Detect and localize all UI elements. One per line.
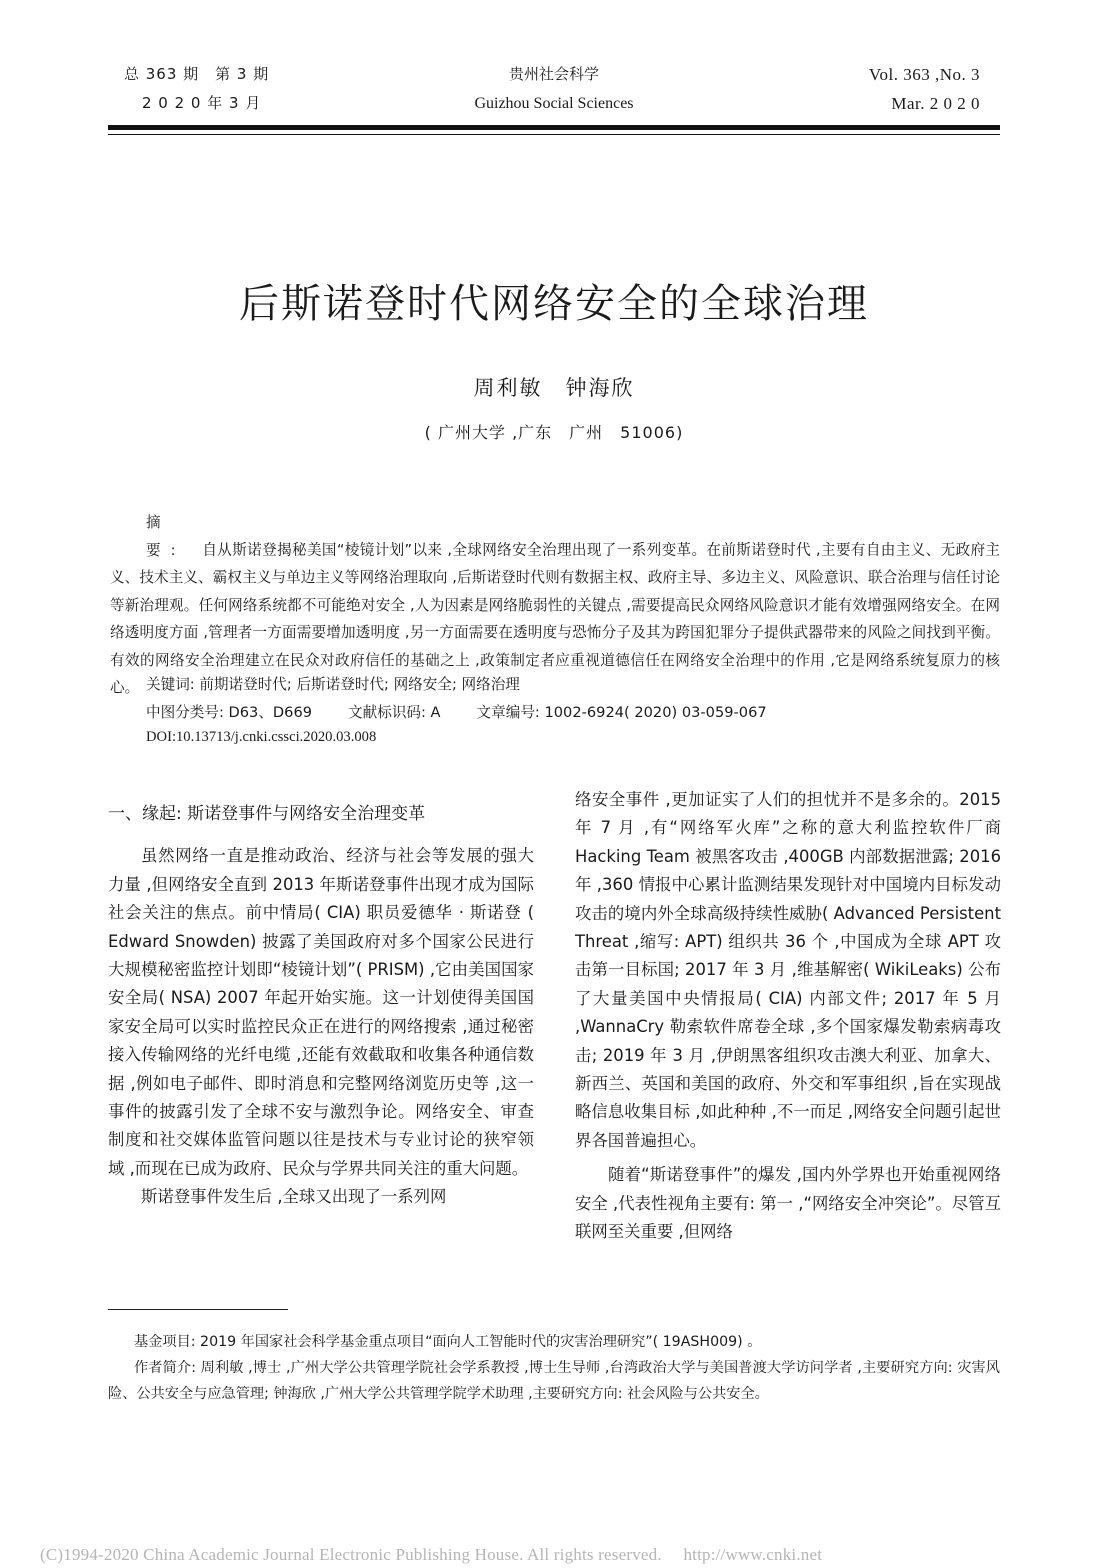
classification-line	[146, 699, 767, 726]
journal-name-cn: 贵州社会科学	[508, 65, 599, 83]
body-paragraph: 虽然网络一直是推动政治、经济与社会等发展的强大力量 ,但网络安全直到 2013 年斯诺登事件出现才成为国际社会关注的焦点。前中情局( CIA) 职员爱德华 · 斯诺登 ( Edward Snowden) 披露了美国政府对多个国家公民进行大规模秘密监控计划即“棱镜计划”( PRISM) ,它由美国国家安全局( NSA) 2007 年起开始实施。这一计划使得美国国家安全局可以实时监控民众正在进行的网络搜索 ,通过秘密接入传输网络的光纤电缆 ,还能有效截取和收集各种通信数据 ,例如电子邮件、即时消息和完整网络浏览历史等 ,这一事件的披露引发了全球不安与激烈争论。网络安全、审查制度和社交媒体监管问题以往是技术与专业讨论的狭窄领域 ,而现在已成为政府、民众与学界共同关注的重大问题。	[108, 846, 534, 1178]
volume-info	[869, 60, 980, 118]
body-paragraph: 随着“斯诺登事件”的爆发 ,国内外学界也开始重视网络安全 ,代表性视角主要有: 第一 ,“网络安全冲突论”。尽管互联网至关重要 ,但网络	[575, 1165, 1001, 1242]
footnote-rule	[108, 1309, 288, 1310]
article-title: 后斯诺登时代网络安全的全球治理	[239, 281, 869, 327]
abstract-text: 自从斯诺登揭秘美国“棱镜计划”以来 ,全球网络安全治理出现了一系列变革。在前斯诺登时代 ,主要有自由主义、无政府主义、技术主义、霸权主义与单边主义等网络治理取向 ,后斯诺登时代则有数据主权、政府主导、多边主义、风险意识、联合治理与信任讨论等新治理观。任何网络系统都不可能绝对安全 ,人为因素是网络脆弱性的关键点 ,需要提高民众网络风险意识才能有效增强网络安全。在网络透明度方面 ,管理者一方面需要增加透明度 ,另一方面需要在透明度与恐怖分子及其为跨国犯罪分子提供武器带来的风险之间找到平衡。有效的网络安全治理建立在民众对政府信任的基础之上 ,政策制定者应重视道德信任在网络安全治理中的作用 ,它是网络系统复原力的核心。	[110, 541, 1000, 696]
body-paragraph: 络安全事件 ,更加证实了人们的担忧并不是多余的。2015 年 7 月 ,有“网络军火库”之称的意大利监控软件厂商 Hacking Team 被黑客攻击 ,400GB 内部数据泄露; 2016 年 ,360 情报中心累计监测结果发现针对中国境内目标发动攻击的境内外全球高级持续性威胁( Advanced Persistent Threat ,缩写: APT) 组织共 36 个 ,中国成为全球 APT 攻击第一目标国; 2017 年 3 月 ,维基解密( WikiLeaks) 公布了大量美国中央情报局( CIA) 内部文件; 2017 年 5 月 ,WannaCry 勒索软件席卷全球 ,多个国家爆发勒索病毒攻击; 2019 年 3 月 ,伊朗黑客组织攻击澳大利亚、加拿大、新西兰、英国和美国的政府、外交和军事组织 ,旨在实现战略信息收集目标 ,如此种种 ,不一而足 ,网络安全问题引起世界各国普遍担心。	[575, 790, 1001, 1150]
body-column-left	[108, 800, 534, 1212]
volume-date: Mar. 2 0 2 0	[891, 94, 980, 113]
document-code: 文献标识码: A	[348, 704, 441, 721]
body-column-right	[575, 786, 1001, 1247]
section-heading: 一、缘起: 斯诺登事件与网络安全治理变革	[108, 804, 426, 824]
author-bio-note: 作者简介: 周利敏 ,博士 ,广州大学公共管理学院社会学系教授 ,博士生导师 ,台湾政治大学与美国普渡大学访问学者 ,主要研究方向: 灾害风险、公共安全与应急管理; 钟海欣 ,广州大学公共管理学院学术助理 ,主要研究方向: 社会风险与公共安全。	[108, 1360, 1000, 1402]
issue-number: 总 363 期 第 3 期	[124, 65, 270, 83]
author-affiliation: ( 广州大学 ,广东 广州 51006)	[424, 423, 684, 442]
footnotes	[108, 1329, 1000, 1407]
abstract-label: 摘 要:	[146, 514, 196, 559]
funding-note: 基金项目: 2019 年国家社会科学基金重点项目“面向人工智能时代的灾害治理研究”( 19ASH009) 。	[134, 1334, 762, 1350]
header-rule-thick	[108, 125, 1000, 130]
article-authors: 周利敏 钟海欣	[473, 376, 635, 400]
body-paragraph: 斯诺登事件发生后 ,全球又出现了一系列网	[141, 1187, 447, 1207]
doi: DOI:10.13713/j.cnki.cssci.2020.03.008	[146, 729, 377, 745]
copyright-notice: (C)1994-2020 China Academic Journal Electronic Publishing House. All rights reserved. http://www.cnki.net	[40, 1545, 823, 1564]
issue-date: 2 0 2 0 年 3 月	[142, 94, 262, 112]
header-rule-thin	[108, 134, 1000, 135]
keywords: 关键词: 前期诺登时代; 后斯诺登时代; 网络安全; 网络治理	[146, 676, 520, 693]
volume-number: Vol. 363 ,No. 3	[868, 65, 980, 84]
journal-name-en: Guizhou Social Sciences	[474, 95, 634, 112]
clc-number: 中图分类号: D63、D669	[146, 704, 313, 721]
article-number: 文章编号: 1002-6924( 2020) 03-059-067	[476, 704, 767, 721]
